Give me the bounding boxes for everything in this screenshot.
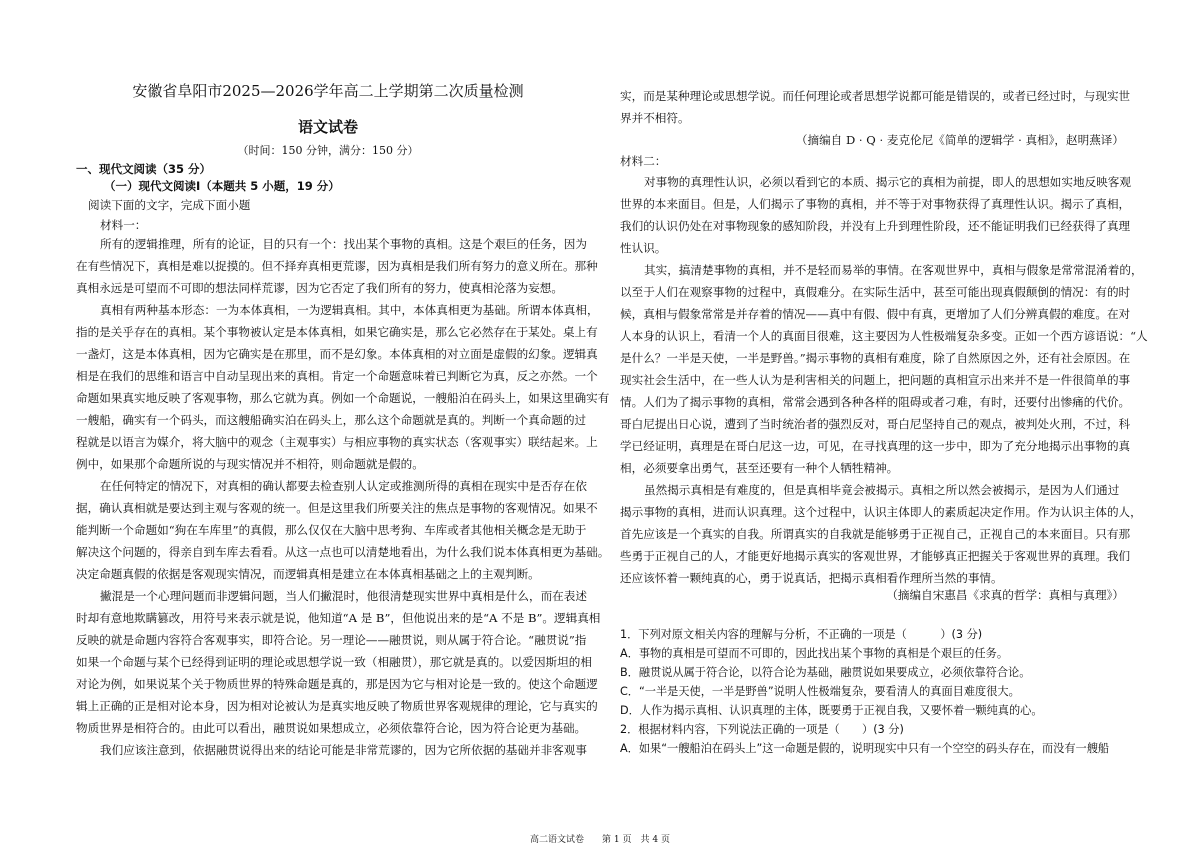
body-line: 在任何特定的情况下，对真相的确认都要去检查别人认定或推测所得的真相在现实中是否存在依: [100, 479, 587, 493]
body-line: 命题如果真实地反映了客观事物，那么它就为真。例如一个命题说，一艘船泊在码头上，如果这里确实有: [76, 391, 610, 405]
body-line: 对事物的真理性认识，必须以看到它的本质、揭示它的真相为前提，即人的思想如实地反映客观: [644, 175, 1131, 189]
body-line: 界并不相符。: [620, 111, 690, 125]
body-line: 对论为例，如果说某个关于物质世界的特殊命题是真的，那是因为它与相对论是一致的。使这个命题逻: [76, 677, 598, 691]
body-line: 能判断一个命题如“狗在车库里”的真假，那么仅仅在大脑中思考狗、车库或者其他相关概念是无助于: [76, 523, 587, 537]
body-line: 虽然揭示真相是有难度的，但是真相毕竟会被揭示。真相之所以然会被揭示，是因为人们通过: [644, 483, 1120, 497]
body-line: 我们应该注意到，依据融贯说得出来的结论可能是非常荒谬的，因为它所依据的基础并非客观事: [100, 743, 587, 757]
question-line: 1．下列对原文相关内容的理解与分析，不正确的一项是（ ）(3 分): [620, 628, 983, 641]
body-line: 现实社会生活中，在一些人认为是利害相关的问题上，把问题的真相宣示出来并不是一件很简单的事: [620, 373, 1131, 387]
page-footer: 高二语文试卷 第 1 页 共 4 页: [530, 835, 670, 845]
body-line: 程就是以语言为媒介，将大脑中的观念（主观事实）与相应事物的真实状态（客观事实）联结起来。上: [76, 435, 598, 449]
body-line: 撇混是一个心理问题而非逻辑问题，当人们撇混时，他很清楚现实世界中真相是什么，而在表述: [100, 589, 587, 603]
reading-instruction: 阅读下面的文字，完成下面小题: [88, 198, 251, 212]
body-line: 首先应该是一个真实的自我。所谓真实的自我就是能够勇于正视自己，正视自己的本来面目。只有那: [620, 527, 1131, 541]
citation-one: （摘编自 D · Q · 麦克伦尼《简单的逻辑学 · 真相》，赵明燕译）: [795, 133, 1124, 147]
body-line: 据，确认真相就是要达到主观与客观的统一。但是这里我们所要关注的焦点是事物的客观情况。如果不: [76, 501, 598, 515]
body-line: 决定命题真假的依据是客观现实情况，而逻辑真相是建立在本体真相基础之上的主观判断。: [76, 567, 540, 581]
body-line: 所有的逻辑推理，所有的论证，目的只有一个：找出某个事物的真相。这是个艰巨的任务，因为: [100, 237, 587, 251]
body-line: 如果一个命题与某个已经得到证明的理论或思想学说一致（相融贯），那它就是真的。以爱因斯坦的相: [76, 655, 592, 669]
body-line: 世界的本来面目。但是，人们揭示了事物的真相，并不等于对事物获得了真理性认识。揭示了真相，: [620, 197, 1131, 211]
body-line: 实，而是某种理论或思想学说。而任何理论或者思想学说都可能是错误的，或者已经过时，与现实世: [620, 89, 1131, 103]
body-line: 指的是关乎存在的真相。某个事物被认定是本体真相，如果它确实是，那么它必然存在于某处。桌上有: [76, 325, 598, 339]
body-line: 例中，如果那个命题所说的与现实情况并不相符，则命题就是假的。: [76, 457, 424, 471]
exam-title: 安徽省阜阳市2025—2026学年高二上学期第二次质量检测: [132, 82, 524, 100]
body-line: 反映的就是命题内容符合客观事实，即符合论。另一理论——融贯说，则从属于符合论。“融贯说”指: [76, 633, 587, 647]
sub-section-heading: （一）现代文阅读Ⅰ（本题共 5 小题，19 分）: [104, 179, 340, 193]
material-one-label: 材料一：: [100, 218, 147, 232]
body-line: 在有些情况下，真相是难以捉摸的。但不择弃真相更荒谬，因为真相是我们所有努力的意义所在。那种: [76, 259, 598, 273]
body-line: 时却有意地欺瞒篡改，用符号来表示就是说，他知道“A 是 B”，但他说出来的是“A 不是 B”。逻辑真相: [76, 611, 601, 625]
body-line: 辑上正确的正是相对论本身，因为相对论被认为是真实地反映了物质世界客观规律的理论，它与真实的: [76, 699, 598, 713]
body-line: 些勇于正视自己的人，才能更好地揭示真实的客观世界，才能够真正把握关于客观世界的真理。我们: [620, 549, 1131, 563]
question-line: B．融贯说从属于符合论，以符合论为基础，融贯说如果要成立，必须依靠符合论。: [620, 666, 1031, 679]
body-line: 相，必须要拿出勇气，甚至还要有一种个人牺牲精神。: [620, 461, 899, 475]
body-line: 真相有两种基本形态：一为本体真相，一为逻辑真相。其中，本体真相更为基础。所谓本体真相，: [100, 303, 599, 317]
body-line: 哥白尼提出日心说，遭到了当时统治者的强烈反对，哥白尼坚持自己的观点，被判处火刑，不过，科: [620, 417, 1131, 431]
body-line: 一艘船，确实有一个码头，而这艘船确实泊在码头上，那么这个命题就是真的。判断一个真命题的过: [76, 413, 587, 427]
body-line: 学已经证明，真理是在哥白尼这一边，可见，在寻找真理的这一步中，即为了充分地揭示出事物的真: [620, 439, 1131, 453]
section-heading: 一、现代文阅读（35 分）: [76, 162, 212, 176]
body-line: 以至于人们在观察事物的过程中，真假难分。在实际生活中，甚至可能出现真假颠倒的情况：有的时: [620, 285, 1131, 299]
exam-time-info: （时间：150 分钟，满分：150 分）: [237, 144, 419, 157]
question-line: D．人作为揭示真相、认识真理的主体，既要勇于正视自我，又要怀着一颗纯真的心。: [620, 704, 1043, 717]
body-line: 揭示事物的真相，进而认识真理。这个过程中，认识主体即人的素质起决定作用。作为认识主体的人，: [620, 505, 1142, 519]
body-line: 情。人们为了揭示事物的真相，常常会遇到各种各样的阻碍或者刁难，有时，还要付出惨痛的代价。: [620, 395, 1131, 409]
question-line: 2．根据材料内容，下列说法正确的一项是（ ）(3 分): [620, 723, 904, 736]
question-line: A．事物的真相是可望而不可即的，因此找出某个事物的真相是个艰巨的任务。: [620, 647, 1009, 660]
body-line: 其实，搞清楚事物的真相，并不是轻而易举的事情。在客观世界中，真相与假象是常常混淆着的，: [644, 263, 1143, 277]
question-line: C．“一半是天使，一半是野兽”说明人性极端复杂，要看清人的真面目难度很大。: [620, 685, 1020, 698]
material-two-label: 材料二：: [620, 154, 667, 168]
citation-two: （摘编自宋惠昌《求真的哲学：真相与真理》）: [886, 588, 1124, 602]
body-line: 是什么？一半是天使，一半是野兽。”揭示事物的真相有难度，除了自然原因之外，还有社会原因。在: [620, 351, 1131, 365]
body-line: 解决这个问题的，得亲自到车库去看看。从这一点也可以清楚地看出，为什么我们说本体真相更为基础。: [76, 545, 610, 559]
body-line: 我们的认识仍处在对事物现象的感知阶段，并没有上升到理性阶段，还不能证明我们已经获得了真理: [620, 219, 1131, 233]
body-line: 相是在我们的思维和语言中自动呈现出来的真相。肯定一个命题意味着已判断它为真，反之亦然。一个: [76, 369, 598, 383]
body-line: 人本身的认识上，看清一个人的真面目很难，这主要因为人性极端复杂多变。正如一个西方谚语说：“人: [620, 329, 1148, 343]
body-line: 还应该怀着一颗纯真的心，勇于说真话，把揭示真相看作理所当然的事情。: [620, 571, 1003, 585]
exam-subject: 语文试卷: [297, 118, 358, 136]
body-line: 候，真相与假象常常是并存着的情况——真中有假、假中有真，更增加了人们分辨真假的难度。在对: [620, 307, 1131, 321]
body-line: 性认识。: [620, 241, 667, 255]
body-line: 一盏灯，这是本体真相，因为它确实是在那里，而不是幻象。本体真相的对立面是虚假的幻象。逻辑真: [76, 347, 598, 361]
body-line: 真相永远是可望而不可即的想法同样荒谬，因为它否定了我们所有的努力，使真相沦落为妄想。: [76, 281, 563, 295]
body-line: 物质世界是相符合的。由此可以看出，融贯说如果想成立，必须依靠符合论，因为符合论更为基础。: [76, 721, 587, 735]
question-line: A．如果“一艘船泊在码头上”这一命题是假的，说明现实中只有一个空空的码头存在，而没有一艘船: [620, 742, 1110, 755]
